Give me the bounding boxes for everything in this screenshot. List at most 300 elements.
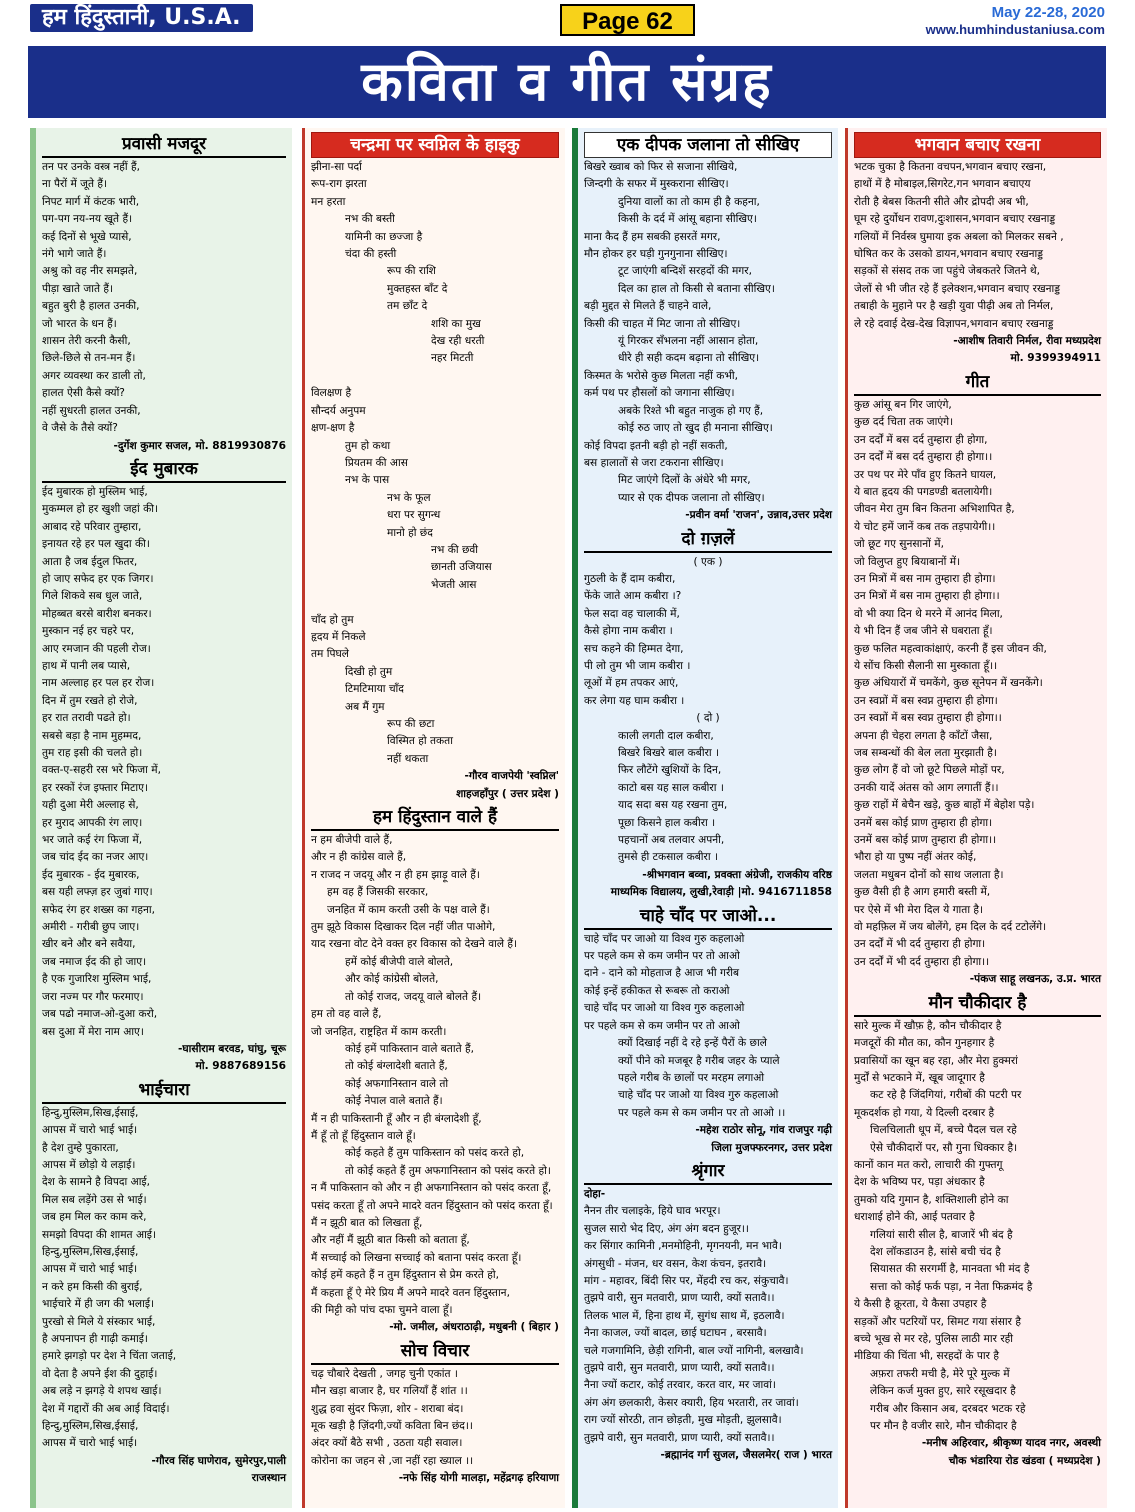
poem-author: -मनीष अहिरवार, श्रीकृष्ण यादव नगर, अवस्थी चौक भंडारिया रोड खंडवा ( मध्यप्रदेश ): [921, 1437, 1101, 1467]
poem-line: जब चांद ईद का नजर आए।: [42, 851, 149, 864]
poem-line: न राजद न जदयू और न ही हम झाड़ू वाले हैं।: [311, 868, 480, 881]
poem-line: विस्मित हो तकता: [387, 735, 453, 748]
poem-line: बच्चे भूख से मर रहे, पुलिस लाठी मार रही: [854, 1333, 1014, 1345]
poem-line: ये कैसी है क्रूरता, ये कैसा उपहार है: [854, 1298, 987, 1311]
poem-line: कोई अफगानिस्तान वाले तो: [345, 1077, 449, 1090]
poem-line: जो छूट गए सुनसानों में,: [854, 538, 944, 551]
poem-line: अश्रु को वह नीर समझते,: [42, 265, 138, 278]
poem-line: किसी की चाहत में मिट जाना तो सीखिए।: [584, 317, 741, 330]
poem-line: निपट मार्ग में कंटक भारी,: [42, 195, 140, 208]
poem-line: नहीं सुधरती हालत उनकी,: [42, 404, 141, 417]
poem-line: आपस में चारो भाई भाई।: [42, 1124, 138, 1137]
poem-title: चाहे चाँद पर जाओ...: [584, 904, 832, 930]
poem-line: अपना ही चेहरा लगता है काँटों जैसा,: [854, 729, 993, 742]
poem-line: यही दुआ मेरी अल्लाह से,: [42, 799, 139, 812]
poem-line: तुम झूठे विकास दिखाकर दिल नहीं जीत पाओगे,: [311, 921, 496, 934]
poem-line: घोषित कर के उसको डायन,भगवान बचाए रखनाड्ड: [854, 248, 1044, 261]
poem-author: -गौरव वाजपेयी 'स्वप्निल' शाहजहाँपुर ( उत्तर प्रदेश ): [456, 770, 559, 800]
poem-line: जो विलुप्त हुए बियाबानों में।: [854, 555, 961, 568]
poem-line: हिन्दु,मुस्लिम,सिख,ईसाई,: [42, 1245, 139, 1258]
poem-line: सौन्दर्य अनुपम: [311, 404, 366, 417]
poem-line: इनायत रहे हर पल खुदा की।: [42, 538, 150, 551]
poem-line: हमारे झगड़ो पर देश ने चिंता जताई,: [42, 1350, 177, 1363]
poem-line: उन दर्दों में बस दर्द तुम्हारा ही होगा।।: [854, 451, 993, 464]
poem-line: वो महफ़िल में जय बोलेंगे, हम दिल के दर्द टटोलेंगे।: [854, 921, 1047, 934]
poem-line: रूप की राशि: [387, 265, 436, 278]
poem-line: गिले शिकवे सब धुल जाते,: [42, 590, 143, 603]
poem-line: कर्म पथ पर हौसलों को जगाना सीखिए।: [584, 387, 735, 400]
poem-line: भर जाते कई रंग फिजा में,: [42, 834, 143, 847]
poem-line: टूट जाएंगी बन्दिशें सरहदों की मगर,: [618, 265, 752, 278]
poem-line: क्यों पीने को मजबूर है गरीब जहर के प्याले: [618, 1054, 780, 1067]
poem-line: विलक्षण है: [311, 387, 352, 400]
poem-line: पुरखो से मिले ये संस्कार भाई,: [42, 1315, 156, 1328]
poem-author: -ब्रह्मानंद गर्ग सुजल, जैसलमेर( राज ) भारत: [660, 1449, 832, 1462]
poem-line: नैना ज्यों कटार, कोई तरवार, करत वार, मर जावां।: [584, 1379, 776, 1392]
poem-body: [42, 1105, 286, 1453]
poem-line: समझो विपदा की शामत आई।: [42, 1228, 156, 1241]
poem-line: वो भी क्या दिन थे मरने में आनंद मिला,: [854, 607, 1003, 620]
poem-line: नैनन तीर चलाइके, हिये घाव भरपूर।: [584, 1205, 721, 1218]
poem-line: गरीब और किसान अब, दरबदर भटक रहे: [870, 1402, 1026, 1415]
poem-line: और न ही कांग्रेस वाले हैं,: [311, 851, 407, 864]
poem-body: [584, 728, 832, 867]
poem-line: उन दर्दों में भी दर्द तुम्हारा ही होगा।।: [854, 955, 990, 968]
poem-line: ये सोंच किसी सैलानी सा मुस्काता हूँ।।: [854, 659, 998, 672]
poem-line: हम तो वह वाले हैं,: [311, 1008, 382, 1021]
poem-author: -गौरव सिंह घाणेराव, सुमेरपुर,पाली राजस्थान: [151, 1454, 286, 1485]
poem-title: भाईचारा: [42, 1078, 286, 1104]
poem-line: गलियां सारी सील है, बाजारें भी बंद है: [870, 1228, 1013, 1241]
poem-line: देश के सामने है विपदा आई,: [42, 1176, 150, 1189]
poem-line: अब लड़े न झगड़े ये शपथ खाई।: [42, 1385, 162, 1398]
poem-line: शशि का मुख: [431, 317, 481, 330]
poem-line: शुद्ध हवा सुंदर फिज़ा, शोर - शराबा बंद।: [311, 1402, 464, 1415]
poem-title: मौन चौकीदार है: [854, 991, 1101, 1017]
poem-line: जनहित में काम करती उसी के पक्ष वाले हैं।: [327, 903, 490, 916]
poem-author: -श्रीभगवान बव्वा, प्रवक्ता अंग्रेजी, राजकीय वरिष्ठ माध्यमिक विद्यालय, लुखी,रेवाड़ी |मो. 9416711858: [610, 868, 832, 899]
poem-line: झीना-सा पर्दा: [311, 161, 362, 173]
poem-line: रूप-राग झरता: [311, 178, 367, 191]
section-banner: कविता व गीत संग्रह: [28, 46, 1106, 118]
poem-line: ऐसे चौकीदारों पर, सौ गुना धिक्कार है।: [870, 1141, 1018, 1154]
poem-line: चाहे चाँद पर जाओ या विश्व गुरु कहलाओ: [584, 1002, 745, 1015]
poem-line: मुक्तहस्त बाँट दे: [387, 282, 448, 295]
poem-line: कुछ राहों में बेचैन खड़े, कुछ बाहों में बेहोश पड़े।: [854, 799, 1035, 812]
poem-line: तुझपे वारी, सुन मतवारी, प्राण प्यारी, क्यों सतावै।।: [584, 1431, 775, 1444]
poem-line: कट रहे है जिंदगियां, गरीबों की पटरी पर: [870, 1089, 1022, 1102]
poem-line: पर पहले कम से कम जमीन पर तो आओ: [584, 950, 740, 963]
poem-line: ये बात हृदय की पगडण्डी बतलायेगी।: [854, 485, 993, 498]
poem-line: कोई हमें पाकिस्तान वाले बताते हैं,: [345, 1042, 474, 1055]
poem-line: कोई कहते हैं तुम पाकिस्तान को पसंद करते हो,: [345, 1147, 525, 1160]
poem-line: देख रही धरती: [431, 335, 485, 348]
poem-line: नहीं थकता: [387, 752, 429, 765]
poem-line: मैं न झूठी बात को लिखता हूँ,: [311, 1216, 423, 1229]
poem-author: -नफे सिंह योगी मालड़ा, महेंद्रगढ़ हरियाणा: [398, 1472, 559, 1485]
poem-line: वो देता है अपने ईश की दुहाई।: [42, 1367, 158, 1380]
poem-line: जो जनहित, राष्ट्रहित में काम करती।: [311, 1025, 447, 1038]
poem-line: नभ की बस्ती: [345, 213, 395, 226]
poem-line: हाथ में पानी लब प्यासे,: [42, 659, 131, 672]
doha-label: दोहा-: [584, 1187, 606, 1200]
poem-line: है एक गुजारिश मुस्लिम भाई,: [42, 973, 152, 986]
poem-title: प्रवासी मजदूर: [42, 132, 286, 158]
poem-line: मोहब्बत बरसे बारीश बनकर।: [42, 607, 152, 620]
poem-line: नैना काजल, ज्यों बादल, छाई घटाघन , बरसावै।: [584, 1327, 767, 1340]
poem-line: न हम बीजेपी वाले हैं,: [311, 834, 393, 847]
poem-line: शासन तेरी करनी कैसी,: [42, 335, 131, 348]
poem-line: जब सम्बन्धों की बेल लता मुरझाती है।: [854, 747, 997, 759]
poem-line: यूं गिरकर सँभलना नहीं आसान होता,: [618, 335, 759, 348]
poem-line: पहचानों अब तलवार अपनी,: [618, 834, 725, 847]
poem-line: उनमें बस कोई प्राण तुम्हारा ही होगा।: [854, 816, 993, 829]
poem-line: सड़कों से संसद तक जा पहुंचे जेबकतरे जितने थे,: [854, 265, 1040, 278]
poem-line: मैं सच्चाई को लिखना सच्चाई को बताना पसंद करता हूँ।: [311, 1251, 522, 1264]
poem-line: जब नमाज ईद की हो जाए।: [42, 955, 147, 968]
poem-line: जब हम मिल कर काम करे,: [42, 1211, 147, 1224]
poem-body: [42, 159, 286, 438]
poem-line: पहले गरीब के छालों पर मरहम लगाओ: [618, 1071, 765, 1084]
poem-line: माना कैद हैं हम सबकी हसरतें मगर,: [584, 230, 721, 243]
poem-line: कुछ फलित महत्वाकांक्षाएं, करनी हैं इस जीवन की,: [854, 642, 1047, 655]
poem-line: काली लगती दाल कबीरा,: [618, 729, 714, 742]
poem-line: कुछ वैसी ही है आग हमारी बस्ती में,: [854, 886, 991, 899]
poem-line: पग-पग नय-नय खूते हैं।: [42, 213, 133, 226]
poem-line: कोई विपदा इतनी बड़ी हो नहीं सकती,: [584, 439, 728, 452]
poem-line: जलता मधुबन दोनों को साथ जलाता है।: [854, 868, 1004, 881]
poem-line: तो कोई बंग्लादेशी बताते हैं,: [345, 1060, 448, 1073]
poem-line: ये भी दिन हैं जब जीने से घबराता हूँ।: [854, 625, 993, 638]
poem-line: देश में गद्दारों की अब आई विदाई।: [42, 1402, 170, 1415]
poem-line: धरा पर सुगन्ध: [387, 509, 441, 522]
poem-line: चाँद हो तुम: [311, 613, 354, 626]
brand-logo: हम हिंदुस्तानी, U.S.A.: [30, 4, 253, 32]
poem-line: बस दुआ में मेरा नाम आए।: [42, 1025, 144, 1038]
poem-line: पर पहले कम से कम जमीन पर तो आओ: [584, 1019, 740, 1032]
poem-line: प्रवासियों का खून बह रहा, और मेरा हुक्मरां: [854, 1054, 1018, 1067]
poem-line: नभ के फूल: [387, 491, 431, 504]
poem-line: दुनिया वालों का तो काम ही है कहना,: [618, 195, 760, 208]
poem-line: हाथों में है मोबाइल,सिगरेट,गन भगवान बचाएय: [854, 178, 1031, 191]
poem-line: दाने - दाने को मोहताज है आज भी गरीब: [584, 967, 740, 980]
poem-line: आपस में चारो भाई भाई।: [42, 1263, 138, 1276]
poem-line: मैं हूँ तो हूँ हिंदुस्तान वाले हूँ।: [311, 1129, 416, 1142]
poem-title: हम हिंदुस्तान वाले हैं: [311, 805, 559, 831]
poem-line: रूप की छटा: [387, 718, 435, 730]
poem-line: कर लेगा यह घाम कबीरा ।: [584, 694, 685, 707]
poem-line: ये चोट हमें जानें कब तक तड़पायेगी।।: [854, 520, 996, 533]
poem-line: जिन्दगी के सफर में मुस्कराना सीखिए।: [584, 178, 729, 191]
poem-line: फेंके जाते आम कबीरा ।?: [584, 590, 682, 603]
poem-line: अमीरी - गरीबी छुप जाए।: [42, 921, 140, 934]
poem-line: भाईचारे में ही जग की भलाई।: [42, 1298, 155, 1311]
poem-line: तबाही के मुहाने पर है खड़ी युवा पीढ़ी अब तो निर्मल,: [854, 300, 1054, 313]
poem-line: ले रहे दवाई देख-देख विज्ञापन,भगवान बचाए रखनाड्ड: [854, 317, 1054, 330]
poem-line: वक्त-ए-सहरी रस भरे फिजा में,: [42, 764, 161, 777]
poem-line: जब पढो नमाज-ओ-दुआ करो,: [42, 1008, 158, 1021]
poem-line: छिले-छिले से तन-मन हैं।: [42, 352, 136, 365]
poem-line: नभ की छवी: [431, 543, 479, 556]
poem-line: तो कोई कहते हैं तुम अफगानिस्तान को पसंद करते हो।: [345, 1164, 551, 1177]
poem-line: कोई नेपाल वाले बताते हैं।: [345, 1095, 443, 1108]
poem-line: है देश तुम्हे पुकारता,: [42, 1141, 119, 1154]
poem-line: ना पैरों में जूते हैं।: [42, 178, 108, 191]
poem-line: कोरोना का जहन से ,जा नहीं रहा ख्याल ।।: [311, 1454, 474, 1467]
poem-body: [311, 1366, 559, 1470]
poem-line: मूक खड़ी है ज़िंदगी,ज्यों कविता बिन छंद।।: [311, 1420, 473, 1433]
poem-line: पी लो तुम भी जाम कबीरा ।: [584, 659, 691, 672]
poem-body: [584, 571, 832, 710]
poem-line: हो जाए सफेद हर एक जिगर।: [42, 572, 154, 585]
poem-line: तुझपे वारी, सुन मतवारी, प्राण प्यारी, क्यों सतावै।।: [584, 1362, 775, 1374]
poem-author: -मो. जमील, अंधराठाढ़ी, मधुबनी ( बिहार ): [389, 1321, 559, 1334]
poem-line: चिलचिलाती धूप में, बच्चे पैदल चल रहे: [870, 1124, 1017, 1137]
poem-line: फेल सदा वह चालाकी में,: [584, 607, 680, 620]
poem-line: कोई हमें कहते हैं न तुम हिंदुस्तान से प्रेम करते हो,: [311, 1269, 499, 1282]
poem-line: तुमसे ही टकसाल कबीरा ।: [618, 851, 718, 864]
poem-line: लेकिन कर्ज मुक्त हुए, सारे रसूखदार है: [870, 1385, 1016, 1398]
poem-line: उन मित्रों में बस नाम तुम्हारा ही होगा।: [854, 572, 996, 585]
poem-line: पर मौन है वजीर सारे, मौन चौकीदार है: [870, 1420, 1017, 1433]
poem-line: अफ़रा तफरी मची है, मेरे पूरे मुल्क में: [870, 1367, 1010, 1380]
poem-body: [42, 484, 286, 1041]
poem-author: -आशीष तिवारी निर्मल, रीवा मध्यप्रदेश मो. 9399394911: [953, 335, 1101, 365]
poem-body: [854, 1018, 1101, 1436]
poem-line: उन दर्दों में भी दर्द तुम्हारा ही होगा।: [854, 938, 986, 951]
poem-line: उन मित्रों में बस नाम तुम्हारा ही होगा।।: [854, 590, 1000, 603]
poem-line: सियासत की सरगर्मी है, मानवता भी मंद है: [870, 1263, 1030, 1276]
page-number: Page 62: [560, 4, 695, 36]
poem-line: मौन होकर हर घड़ी गुनगुनाना सीखिए।: [584, 248, 728, 261]
poem-line: मजदूरों की मौत का, कौन गुनहगार है: [854, 1037, 995, 1050]
poem-line: आपस में चारो भाई भाई।: [42, 1437, 138, 1450]
poem-line: मांग - महावर, बिंदी सिर पर, मेंहदी रच कर, संकुचावै।: [584, 1274, 789, 1287]
poem-line: मूकदर्शक हो गया, ये दिल्ली दरबार है: [854, 1106, 995, 1119]
poem-line: कुछ अंधियारों में चमकेंगे, कुछ सूनेपन में खनकेंगे।: [854, 677, 1043, 690]
poem-body: [584, 1203, 832, 1447]
poem-line: है अपनापन ही गाढ़ी कमाई।: [42, 1333, 148, 1345]
poem-line: भेजती आस: [431, 578, 477, 591]
poem-line: वे जैसे के तैसे क्यों?: [42, 422, 118, 435]
column-4: [845, 128, 1107, 1508]
poem-line: सत्ता को कोई फर्क पड़ा, न नेता फिक्रमंद है: [870, 1280, 1033, 1293]
poem-body: [854, 397, 1101, 971]
poem-line: अंगसुधी - मंजन, धर वसन, केश कंचन, इतरावै।: [584, 1257, 767, 1270]
poem-line: अंदर क्यों बैठे सभी , उठता यही सवाल।: [311, 1437, 463, 1450]
poem-line: मैं न ही पाकिस्तानी हूँ और न ही बंग्लादेशी हूँ,: [311, 1112, 482, 1125]
poem-author: -दुर्गेश कुमार सजल, मो. 8819930876: [113, 439, 286, 452]
poem-author: -पंकज साहू लखनऊ, उ.प्र. भारत: [969, 973, 1101, 986]
poem-line: टिमटिमाया चाँद: [345, 683, 404, 696]
poem-line: कोई इन्हें हकीकत से रूबरू तो कराओ: [584, 984, 730, 997]
poem-line: अब मैं गुम: [345, 700, 385, 713]
poem-line: दिन में तुम रखते हो रोजे,: [42, 694, 138, 707]
poem-line: हर रस्कों रंज इफ्तार मिटाए।: [42, 781, 149, 794]
poem-line: मुकम्मल हो हर खुशी जहां की।: [42, 503, 159, 516]
poem-line: न मैं पाकिस्तान को और न ही अफगानिस्तान को पसंद करता हूँ,: [311, 1182, 552, 1195]
poem-title: भगवान बचाए रखना: [854, 132, 1101, 158]
poem-line: उन स्वप्नों में बस स्वप्न तुम्हारा ही होगा।।: [854, 712, 1002, 725]
poem-line: चढ़ चौबारे देखती , जगह चुनी एकांत ।: [311, 1367, 458, 1380]
poem-line: प्रियतम की आस: [345, 456, 408, 469]
poem-line: काटो बस यह साल कबीरा ।: [618, 781, 724, 794]
poem-line: मिल सब लड़ेंगे उस से भाई।: [42, 1193, 147, 1206]
poem-line: राग ज्यों सोरठी, तान छोड़ती, मुख मोड़ती, झुलसावै।: [584, 1414, 782, 1427]
poem-line: तिलक भाल में, हिना हाथ में, सुगंध साथ में, इठलावै।: [584, 1309, 785, 1322]
poem-line: हालत ऐसी कैसे क्यों?: [42, 387, 125, 400]
issue-date: May 22-28, 2020: [991, 4, 1105, 21]
poem-line: देश के भविष्य पर, पड़ा अंधकार है: [854, 1176, 985, 1189]
poem-line: जेलों से भी जीत रहे हैं इलेक्शन,भगवान बचाए रखनाड्ड: [854, 282, 1060, 295]
poem-line: हृदय में निकले: [311, 630, 366, 643]
poem-line: पर पहले कम से कम जमीन पर तो आओ ।।: [618, 1106, 786, 1119]
poem-line: पूछा किसने हाल कबीरा ।: [618, 816, 716, 829]
poem-line: नहर मिटती: [431, 352, 474, 365]
poem-line: बिखरे बिखरे बाल कबीरा ।: [618, 747, 720, 759]
poem-line: क्षण-क्षण है: [311, 422, 355, 435]
poem-line: मानो हो छंद: [387, 526, 433, 539]
poem-line: उन दर्दों में बस दर्द तुम्हारा ही होगा,: [854, 433, 988, 446]
poem-line: सड़कों और पटरियों पर, सिमट गया संसार है: [854, 1315, 1021, 1328]
poem-line: आता है जब ईदुल फितर,: [42, 555, 138, 568]
poem-line: कर सिंगार कामिनी ,मनमोहिनी, मृगनयनी, मन भावै।: [584, 1240, 782, 1253]
poem-line: तुमको यदि गुमान है, शक्तिशाली होने का: [854, 1193, 1009, 1206]
poem-line: तम पिघले: [311, 648, 349, 661]
poem-title: चन्द्रमा पर स्वप्निल के हाइकु: [311, 132, 559, 158]
poem-line: सुजल सारो भेद दिए, अंग अंग बदन हुजूर।।: [584, 1222, 749, 1235]
poem-line: और नहीं मैं झूठी बात किसी को बताता हूँ,: [311, 1234, 470, 1247]
poem-line: भौरा हो या पुष्प नहीं अंतर कोई,: [854, 851, 977, 864]
poem-line: फिर लौटेंगे खुशियों के दिन,: [618, 764, 722, 777]
poem-line: देश लॉकडाउन है, सांसे बची चंद है: [870, 1245, 1001, 1258]
poem-line: तुझपे वारी, सुन मतवारी, प्राण प्यारी, क्यों सतावै।।: [584, 1292, 775, 1305]
poem-line: मैं कहता हूँ ऐ मेरे प्रिय मैं अपने मादरे वतन हिंदुस्तान,: [311, 1286, 510, 1299]
poem-line: दिखी हो तुम: [345, 665, 393, 678]
poem-line: अगर व्यवस्था कर डाली तो,: [42, 369, 146, 382]
poem-line: तुम हो कथा: [345, 439, 391, 452]
poem-line: बड़ी मुद्दत से मिलते हैं चाहने वाले,: [584, 300, 712, 313]
poem-line: रोती है बेबस कितनी सीते और द्रोपदी अब भी,: [854, 195, 1029, 208]
poem-title: गीत: [854, 370, 1101, 396]
poem-line: हमें कोई बीजेपी वाले बोलते,: [345, 955, 454, 968]
poem-line: तुम राह इसी की चलते हो।: [42, 747, 143, 759]
poem-line: कुछ लोग हैं वो जो छूटे पिछले मोड़ों पर,: [854, 764, 1005, 777]
poem-body: [311, 159, 559, 768]
poem-line: जरा नज्म पर गौर फरमाए।: [42, 990, 144, 1003]
poem-line: याद रखना वोट देने वक्त हर विकास को देखने वाले हैं।: [311, 938, 518, 951]
ghazal-number: ( एक ): [693, 555, 723, 568]
poem-line: क्यों दिखाई नहीं दे रहे इन्हें पैरों के छाले: [618, 1037, 767, 1050]
poem-author: -प्रवीन वर्मा 'राजन', उन्नाव,उत्तर प्रदेश: [685, 509, 832, 522]
poem-line: ईद मुबारक - ईद मुबारक,: [42, 868, 140, 881]
poem-line: और कोई कांग्रेसी बोलते,: [345, 973, 439, 986]
website-link[interactable]: www.humhindustaniusa.com: [925, 22, 1105, 37]
column-3: [572, 128, 838, 1508]
poem-line: कुछ आंसू बन गिर जाएंगे,: [854, 398, 952, 411]
poem-line: कैसे होगा नाम कबीरा ।: [584, 625, 673, 638]
poem-line: मौन खड़ा बाजार है, घर गलियाँ हैं शांत ।।: [311, 1385, 468, 1398]
poem-line: तो कोई राजद, जदयू वाले बोलते हैं।: [345, 990, 482, 1003]
poem-line: [311, 594, 559, 611]
poem-line: कानों कान मत करो, लाचारी की गुफ्तगू: [854, 1158, 1003, 1171]
poem-line: नंगे भागे जाते हैं।: [42, 248, 107, 261]
poem-line: तन पर उनके वस्त्र नहीं हैं,: [42, 161, 141, 173]
poem-line: कोई रुठ जाए तो खुद ही मनाना सीखिए।: [618, 422, 773, 435]
poem-line: चाहे चाँद पर जाओ या विश्व गुरु कहलाओ: [584, 932, 745, 945]
poem-line: धीरे ही सही कदम बढ़ाना तो सीखिए।: [618, 352, 760, 365]
poem-line: उनकी यादें अंतस को आग लगातीं हैं।।: [854, 781, 999, 794]
poem-line: अबके रिश्ते भी बहुत नाजुक हो गए हैं,: [618, 404, 764, 417]
poem-line: किसी के दर्द में आंसू बहाना सीखिए।: [618, 213, 757, 226]
poem-title: श्रृंगार: [584, 1159, 832, 1185]
column-2: [302, 128, 565, 1508]
poem-line: चंदा की हस्ती: [345, 248, 397, 261]
poem-line: पसंद करता हूँ तो अपने मादरे वतन हिंदुस्तान को पसंद करता हूँ।: [311, 1199, 553, 1212]
poem-line: आए रमजान की पहली रोज।: [42, 642, 151, 655]
poem-body: [584, 931, 832, 1122]
poem-author: -घासीराम बरवड, घांघु, चूरू मो. 9887689156: [178, 1042, 286, 1073]
poem-body: [584, 159, 832, 507]
poem-line: पीड़ा खाते जाते हैं।: [42, 282, 114, 295]
poem-line: कुछ दर्द चिता तक जाएंगे।: [854, 416, 954, 429]
poem-line: जो भारत के धन हैं।: [42, 317, 117, 330]
poem-line: खीर बने और बने सवैया,: [42, 938, 136, 951]
poem-line: मुस्कान नई हर चहरे पर,: [42, 625, 135, 638]
poem-line: बहुत बुरी है हालत उनकी,: [42, 300, 140, 313]
poem-line: ईद मुबारक हो मुस्लिम भाई,: [42, 485, 148, 498]
poem-line: दिल का हाल तो किसी से बताना सीखिए।: [618, 282, 775, 295]
poem-body: [854, 159, 1101, 333]
poem-line: यामिनी का छज्जा है: [345, 230, 423, 243]
poem-line: हिन्दु,मुस्लिम,सिख,ईसाई,: [42, 1420, 139, 1433]
poem-line: मिट जाएंगे दिलों के अंधेरे भी मगर,: [618, 474, 751, 487]
poem-line: किस्मत के भरोसे कुछ मिलता नहीं कभी,: [584, 369, 738, 382]
poem-title: सोच विचार: [311, 1339, 559, 1365]
poem-line: पर ऐसे में भी मेरा दिल ये गाता है।: [854, 903, 984, 916]
poem-line: गलियों में निर्वस्त्र घुमाया इक अबला को मिलकर सबने ,: [854, 230, 1064, 243]
poem-line: चले गजगामिनि, छेड़ी रागिनी, बाल ज्यों नागिनी, बलखावै।: [584, 1344, 804, 1357]
poem-line: तम छाँट दे: [387, 300, 428, 313]
masthead: [0, 0, 1135, 40]
poem-line: चाहे चाँद पर जाओ या विश्व गुरु कहलाओ: [618, 1089, 779, 1102]
poem-line: उर पथ पर मेरे पाँव हुए कितने घायल,: [854, 468, 997, 481]
poem-line: अंग अंग छलकारी, केसर क्यारी, हिय भरतारी, तर जावां।: [584, 1396, 799, 1409]
poem-line: हर रात तरावी पढते हो।: [42, 712, 131, 725]
poem-line: बिखरे ख्वाब को फिर से सजाना सीखिये,: [584, 161, 738, 173]
poem-line: जीवन मेरा तुम बिन कितना अभिशापित है,: [854, 503, 1015, 516]
poem-line: सारे मुल्क में खौफ़ है, कौन चौकीदार है: [854, 1019, 1002, 1032]
poem-line: उनमें बस कोई प्राण तुम्हारा ही होगा।।: [854, 834, 997, 847]
poem-line: याद सदा बस यह रखना तुम,: [618, 799, 728, 812]
poem-body: [311, 832, 559, 1319]
poem-line: लूओं में हम तपकर आएं,: [584, 677, 679, 690]
poem-line: प्यार से एक दीपक जलाना तो सीखिए।: [618, 491, 765, 504]
poem-line: कई दिनों से भूखे प्यासे,: [42, 230, 132, 243]
poem-line: हर मुराद आपकी रंग लाए।: [42, 816, 143, 829]
poem-line: सच कहने की हिम्मत देगा,: [584, 642, 684, 655]
poem-line: भटक चुका है कितना वचपन,भगवान बचाए रखना,: [854, 161, 1047, 173]
poem-line: घूम रहे दुर्योधन रावण,दुःशासन,भगवान बचाए रखनाड्ड: [854, 213, 1056, 226]
poem-line: धराशाई होने की, आई पतवार है: [854, 1211, 975, 1224]
poem-line: आबाद रहे परिवार तुम्हारा,: [42, 520, 142, 533]
poem-line: गुठली के हैं दाम कबीरा,: [584, 572, 676, 585]
poem-line: उन स्वप्नों में बस स्वप्न तुम्हारा ही होगा।: [854, 694, 998, 707]
poem-line: मन हरता: [311, 195, 346, 208]
poem-line: न करे हम किसी की बुराई,: [42, 1280, 143, 1293]
poem-line: बस यही लफ्ज़ हर जुबां गाए।: [42, 886, 153, 899]
poem-line: आपस में छोड़ो ये लड़ाई।: [42, 1158, 136, 1171]
